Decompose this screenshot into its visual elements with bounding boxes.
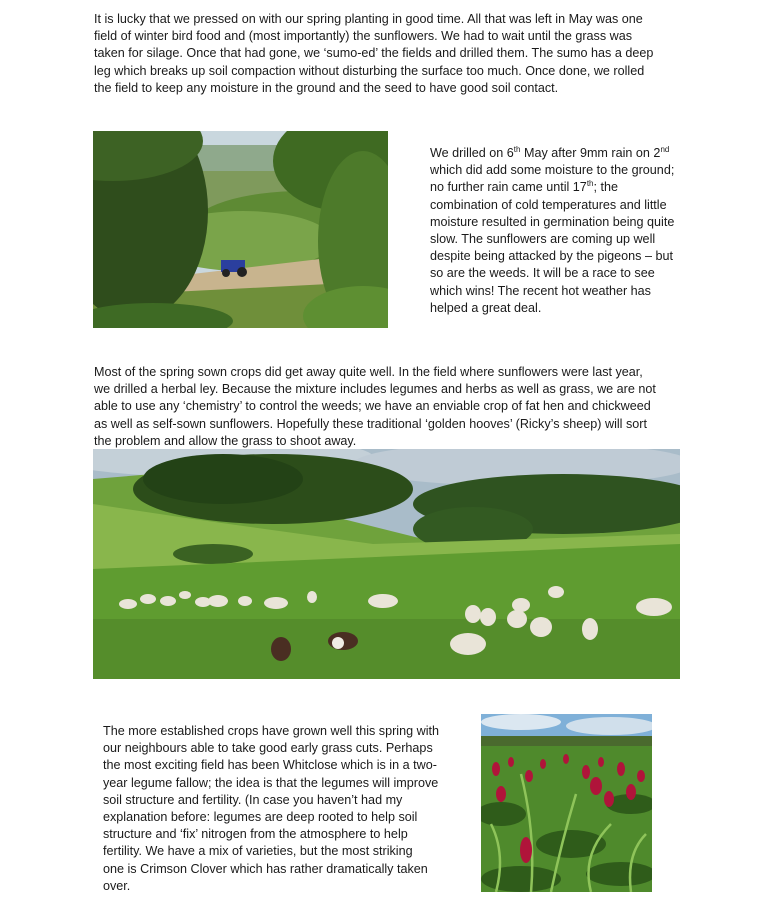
text-line: explanation before: legumes are deep rooted to help soil [103,810,418,825]
text-line: we drilled a herbal ley. Because the mixture includes legumes and herbs as well as grass, we are not [94,382,656,397]
text-line: field of winter bird food and (most importantly) the sunflowers. We had to wait until the grass was [94,29,633,44]
text-line: moisture resulted in germination being quite [430,214,675,229]
text-line: Most of the spring sown crops did get away quite well. In the field where sunflowers were last year, [94,365,643,379]
text-line: helped a great deal. [430,300,542,315]
text-line: year legume fallow; the idea is that the legumes will improve [103,775,439,790]
text-line: soil structure and fertility. (In case you haven’t had my [103,792,403,807]
text-line: The more established crops have grown well this spring with [103,724,439,738]
tractor-field-photo [93,131,388,328]
text-line: taken for silage. Once that had gone, we ‘sumo-ed’ the fields and drilled them. The sumo has a deep [94,46,654,61]
text-line: the field to keep any moisture in the ground and the seed to have good soil contact. [94,80,559,95]
text-line: combination of cold temperatures and little [430,197,667,212]
herbal-ley-paragraph [94,364,656,450]
text-line: so are the weeds. It will be a race to see [430,266,655,281]
text-line: as well as self-sown sunflowers. Hopefully these traditional ‘golden hooves’ (Ricky’s sheep) will sort [94,416,647,431]
text-line: despite being attacked by the pigeons – but [430,249,673,264]
sheep-grazing-photo [93,449,680,679]
text-line: which wins! The recent hot weather has [430,283,651,298]
text-line: the problem and allow the grass to shoot away. [94,433,357,448]
established-crops-paragraph [103,723,439,895]
text-line: no further rain came until 17th; the [430,179,618,195]
text-line: structure and ‘fix’ nitrogen from the atmosphere to help [103,827,408,842]
text-line: It is lucky that we pressed on with our spring planting in good time. All that was left in May was one [94,12,643,26]
text-line: over. [103,878,131,893]
text-line: leg which breaks up soil compaction without disturbing the surface too much. Once done, we rolled [94,63,645,78]
intro-paragraph [94,11,653,97]
drilling-paragraph [430,145,674,317]
text-line: one is Crimson Clover which has rather dramatically taken [103,861,428,876]
text-line: fertility. We have a mix of varieties, but the most striking [103,844,413,859]
text-line: the most exciting field has been Whitclose which is in a two- [103,758,437,773]
crimson-clover-photo [481,714,652,892]
text-line: We drilled on 6th May after 9mm rain on 2nd [430,144,670,160]
text-line: which did add some moisture to the ground; [430,163,675,178]
text-line: our neighbours able to take good early grass cuts. Perhaps [103,741,433,756]
text-line: slow. The sunflowers are coming up well [430,232,656,247]
text-line: able to use any ‘chemistry’ to control the weeds; we have an enviable crop of fat hen and chickweed [94,399,651,414]
